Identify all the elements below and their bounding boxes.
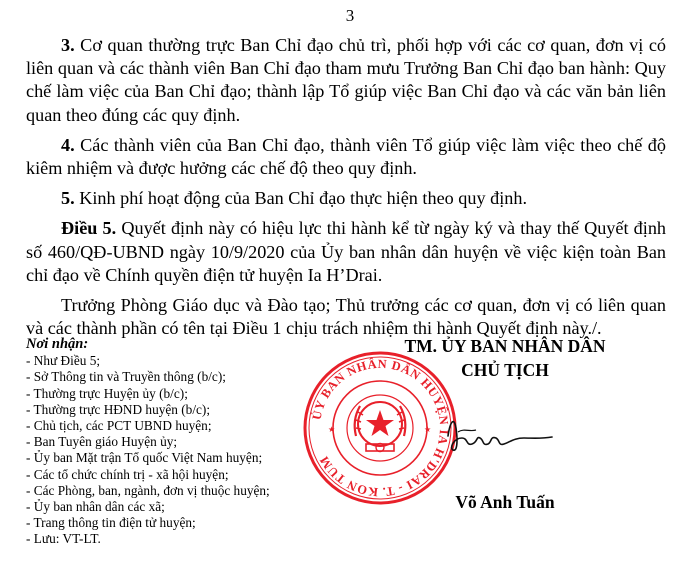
paragraph-text: Kinh phí hoạt động của Ban Chỉ đạo thực hiện theo quy định. [74, 188, 527, 209]
recipients-list [26, 336, 326, 548]
page-number: 3 [345, 6, 355, 25]
paragraph-item-4 [26, 134, 666, 180]
paragraph-text: Các thành viên của Ban Chỉ đạo, thành viên Tổ giúp việc làm việc theo chế độ kiêm nhiệm và được hưởng các chế độ theo quy định. [26, 134, 666, 179]
signer-role: CHỦ TỊCH [461, 360, 549, 380]
paragraph-item-3 [26, 34, 666, 127]
svg-text:★: ★ [424, 425, 432, 434]
recipient-item: - Như Điều 5; [26, 353, 101, 369]
recipient-item: - Các tổ chức chính trị - xã hội huyện; [26, 466, 229, 482]
paragraph-text: Quyết định này có hiệu lực thi hành kể từ ngày ký và thay thế Quyết định số 460/QĐ-UBND ngày 10/9/2020 của Ủy ban nhân dân huyện về việc kiện toàn Ban chỉ đạo về Chính quyền điện tử huyện Ia H’Drai. [26, 218, 667, 285]
paragraph-lead: 4. [61, 134, 75, 155]
paragraph-item-5 [26, 187, 666, 210]
recipient-item: - Sở Thông tin và Truyền thông (b/c); [26, 369, 226, 385]
paragraph-article-5 [26, 217, 666, 287]
svg-text:ỦY BAN NHÂN DÂN HUYỆN IA H'DRA: ỦY BAN NHÂN DÂN HUYỆN IA H'DRAI - T. KON TUM [309, 356, 452, 500]
recipient-item: - Ban Tuyên giáo Huyện ủy; [26, 434, 178, 450]
paragraph-text: Cơ quan thường trực Ban Chỉ đạo chủ trì, phối hợp với các cơ quan, đơn vị có liên quan và các thành viên Ban Chỉ đạo tham mưu Trưởng Ban Chỉ đạo ban hành: Quy chế làm việc của Ban Chỉ đạo; thành lập Tổ giúp việc Ban Chỉ đạo và các văn bản liên quan theo đúng các quy định. [26, 35, 666, 125]
recipient-item: - Chủ tịch, các PCT UBND huyện; [26, 418, 212, 434]
recipients-title: Nơi nhận: [26, 336, 89, 352]
signer-name: Võ Anh Tuấn [455, 492, 555, 512]
recipient-item: - Thường trực HĐND huyện (b/c); [26, 401, 211, 417]
paragraph-text: Trưởng Phòng Giáo dục và Đào tạo; Thủ trưởng các cơ quan, đơn vị có liên quan và các thành phần có tên tại Điều 1 chịu trách nhiệm thi hành Quyết định này./. [26, 295, 666, 339]
document-body [26, 34, 666, 347]
recipient-item: - Ủy ban Mặt trận Tổ quốc Việt Nam huyện; [26, 450, 263, 466]
recipient-item: - Trang thông tin điện tử huyện; [26, 515, 196, 531]
paragraph-lead: 5. [61, 188, 75, 209]
svg-text:★: ★ [328, 425, 336, 434]
handwritten-signature [440, 402, 560, 462]
official-seal [300, 348, 460, 508]
paragraph-lead: Điều 5. [61, 218, 117, 239]
recipient-item: - Thường trực Huyện ủy (b/c); [26, 385, 188, 401]
paragraph-lead: 3. [61, 35, 75, 55]
signer-organization: TM. ỦY BAN NHÂN DÂN [404, 336, 606, 356]
recipient-item: - Ủy ban nhân dân các xã; [26, 499, 165, 515]
recipient-item: - Các Phòng, ban, ngành, đơn vị thuộc huyện; [26, 482, 270, 498]
recipient-item: - Lưu: VT-LT. [26, 531, 101, 547]
